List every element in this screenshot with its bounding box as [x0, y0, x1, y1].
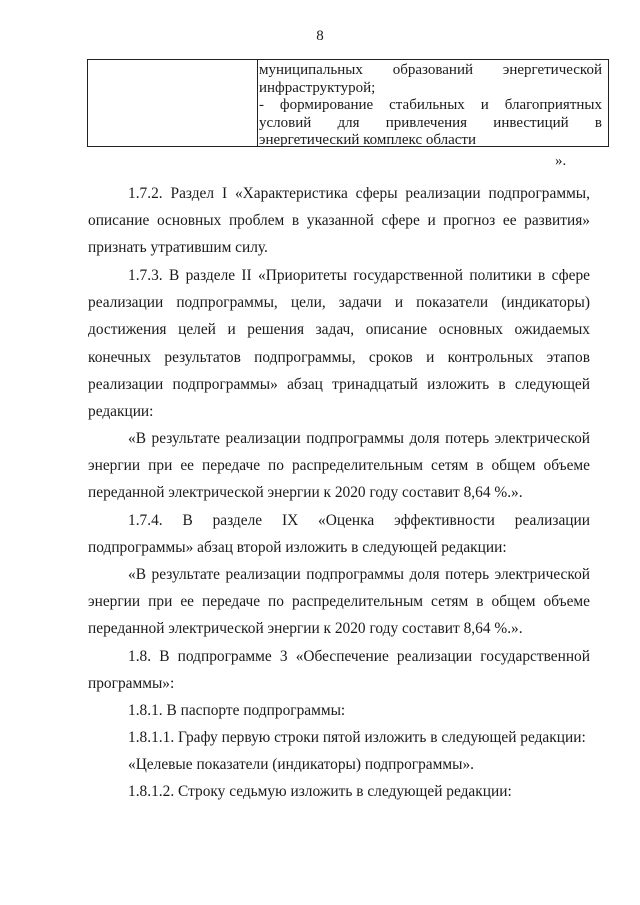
table-cell-line: условий для привлечения инвестиций в [259, 114, 602, 131]
paragraph: 1.7.4. В разделе IX «Оценка эффективности реализации подпрограммы» абзац второй изложить в следующей редакции: [88, 512, 590, 557]
table-cell-line: муниципальных образований энергетической [259, 62, 602, 78]
paragraph: 1.7.3. В разделе II «Приоритеты государственной политики в сфере реализации подпрограммы, цели, задачи и показатели (индикаторы) достижения целей и решения задач, описание основных ожидаемых конечных результатов подпрограммы, сроков и контрольных этапов реализации подпрограммы» абзац тринадцатый изложить в следующей редакции: [88, 267, 590, 421]
table-right-cell [259, 62, 602, 150]
table-left-cell [88, 60, 258, 146]
closing-quote: ». [555, 153, 567, 169]
paragraph-quote-3 [88, 751, 590, 778]
paragraph-1-8-1 [88, 697, 590, 724]
paragraph: «В результате реализации подпрограммы доля потерь электрической энергии при ее передаче по распределительным сетям в общем объеме переданной электрической энергии к 2020 году составит 8,64 %.». [88, 430, 590, 502]
page-number: 8 [316, 28, 324, 44]
paragraph-1-7-2 [88, 180, 590, 262]
paragraph: 1.8.1. В паспорте подпрограммы: [128, 702, 346, 719]
paragraph: 1.8.1.2. Строку седьмую изложить в следующей редакции: [128, 783, 512, 800]
paragraph: 1.8. В подпрограмме 3 «Обеспечение реализации государственной программы»: [88, 648, 590, 693]
paragraph-quote-2 [88, 561, 590, 643]
table-fragment [87, 59, 609, 147]
table-cell-line: - формирование стабильных и благоприятных [259, 97, 602, 113]
paragraph-1-8 [88, 643, 590, 697]
paragraph-1-7-4 [88, 507, 590, 561]
paragraph-1-8-1-2 [88, 778, 590, 805]
paragraph-1-7-3 [88, 262, 590, 425]
paragraph-1-8-1-1 [88, 724, 590, 751]
paragraph: «Целевые показатели (индикаторы) подпрограммы». [128, 756, 474, 773]
paragraph: 1.7.2. Раздел I «Характеристика сферы реализации подпрограммы, описание основных проблем в указанной сфере и прогноз ее развития» признать утратившим силу. [88, 185, 590, 257]
paragraph: 1.8.1.1. Графу первую строки пятой изложить в следующей редакции: [128, 729, 586, 746]
paragraph-quote-1 [88, 425, 590, 507]
paragraph: «В результате реализации подпрограммы доля потерь электрической энергии при ее передаче по распределительным сетям в общем объеме переданной электрической энергии к 2020 году составит 8,64 %.». [88, 566, 590, 638]
table-cell-line: энергетический комплекс области [259, 132, 477, 148]
table-cell-line: инфраструктурой; [259, 79, 376, 96]
